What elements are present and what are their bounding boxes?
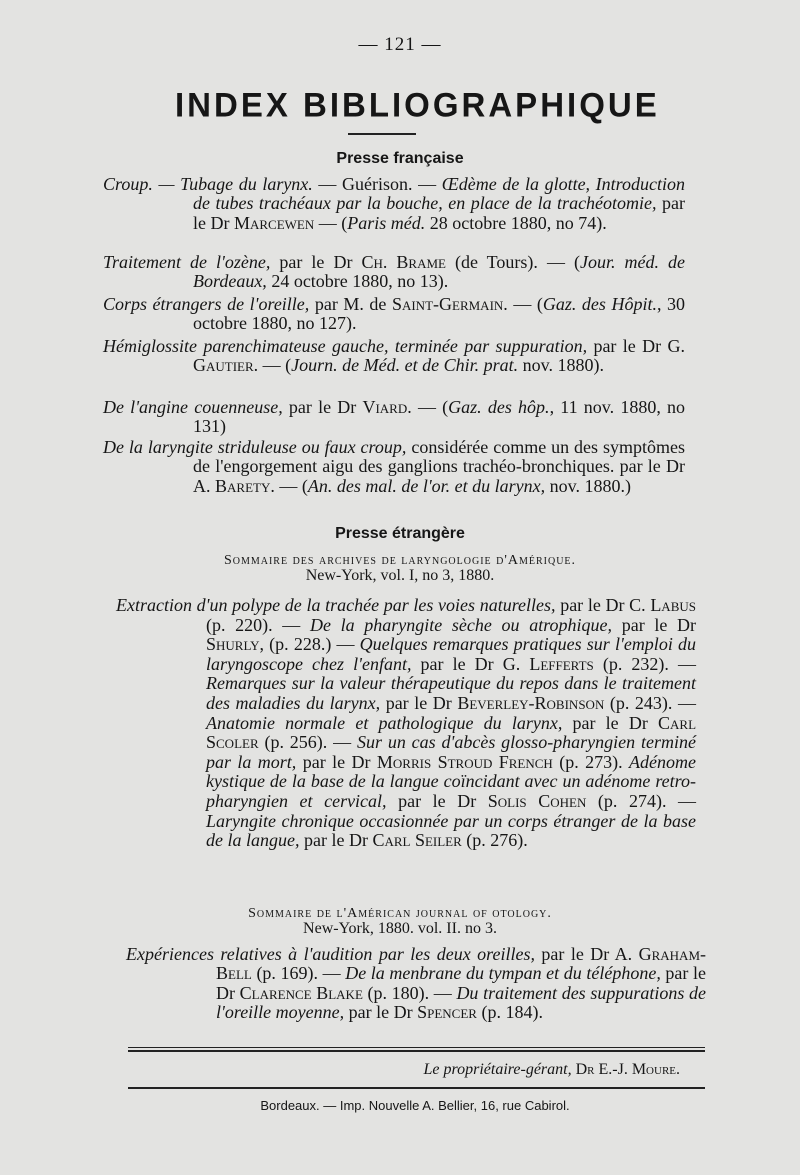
author-name: Viard <box>362 397 408 417</box>
bibliography-entry: De la laryngite striduleuse ou faux croup, considérée comme un des symptômes de l'engorgement aigu des ganglions trachéo-bronchiques. par le Dr A. Barety. — (An. des mal. de l'or. et du larynx, nov. 1880.) <box>103 437 685 496</box>
author-name: Graham-Bell <box>216 944 706 984</box>
journal-subheading: New-York, 1880. vol. II. no 3. <box>303 920 497 937</box>
entry-title: Extraction d'un polype de la trachée par les voies naturelles, <box>116 595 556 615</box>
title-underline <box>348 133 416 135</box>
author-name: Shurly <box>206 634 260 655</box>
page-title: INDEX BIBLIOGRAPHIQUE <box>175 85 660 124</box>
footer-rule <box>128 1087 705 1089</box>
owner-name: Dr E.-J. Moure. <box>571 1061 680 1078</box>
entry-title: Croup. — Tubage du larynx. <box>103 174 313 194</box>
entry-title: Corps étrangers de l'oreille, <box>103 294 310 314</box>
journal-name: Gaz. des hôp. <box>448 397 550 417</box>
author-name: Saint-Germain <box>391 294 504 314</box>
entry-title: De la menbrane du tympan et du téléphone, <box>345 963 661 984</box>
entry-title: De la pharyngite sèche ou atrophique, <box>309 614 613 635</box>
bibliography-entry: De l'angine couenneuse, par le Dr Viard. — (Gaz. des hôp., 11 nov. 1880, no 131) <box>103 397 686 437</box>
author-name: Spencer <box>417 1002 477 1023</box>
footer-double-rule <box>128 1047 705 1052</box>
section-heading-presse-francaise: Presse française <box>336 150 464 167</box>
journal-name: Jour. méd. de Bordeaux, <box>193 252 686 292</box>
author-name: Beverley-Robinson <box>457 692 605 713</box>
entry-title: Expériences relatives à l'audition par les deux oreilles, <box>126 944 535 964</box>
entry-title: Quelques remarques pratiques sur l'emploi du laryngoscope chez l'enfant, <box>206 634 696 674</box>
author-name: Carl Seiler <box>372 830 462 851</box>
author-name: Barety <box>215 475 271 496</box>
journal-heading: Sommaire de l'Américan journal of otology. <box>248 906 552 921</box>
entry-title: Anatomie normale et pathologique du larynx, <box>206 712 563 733</box>
bibliography-entry: Traitement de l'ozène, par le Dr Ch. Brame (de Tours). — (Jour. méd. de Bordeaux, 24 octobre 1880, no 13). <box>103 252 686 292</box>
bibliography-entry: Extraction d'un polype de la trachée par les voies naturelles, par le Dr C. Labus (p. 220). — De la pharyngite sèche ou atrophique, par le Dr Shurly, (p. 228.) — Quelques remarques pratiques sur l'emploi du laryngoscope chez l'enfant, par le Dr G. Lefferts (p. 232). — Remarques sur la valeur thérapeutique du repos dans le traitement des maladies du larynx, par le Dr Beverley-Robinson (p. 243). — Anatomie normale et pathologique du larynx, par le Dr Carl Scoler (p. 256). — Sur un cas d'abcès glosso-pharyngien terminé par la mort, par le Dr Morris Stroud French (p. 273). Adénome kystique de la base de la langue coïncidant avec un adénome retro-pharyngien et cervical, par le Dr Solis Cohen (p. 274). — Laryngite chronique occasionnée par un corps étranger de la base de la langue, par le Dr Carl Seiler (p. 276). <box>116 595 697 851</box>
entry-title: Remarques sur la valeur thérapeutique du repos dans le traitement des maladies du larynx, <box>206 673 696 713</box>
author-name: Solis Cohen <box>487 790 587 811</box>
bibliography-entry: Hémiglossite parenchimateuse gauche, terminée par suppuration, par le Dr G. Gautier. — (Journ. de Méd. et de Chir. prat. nov. 1880). <box>103 336 685 376</box>
author-name: Marcewen <box>233 212 315 233</box>
owner-line <box>423 1061 680 1079</box>
author-name: Gautier <box>193 355 254 376</box>
author-name: Carl Scoler <box>206 712 697 753</box>
entry-title: Laryngite chronique occasionnée par un corps étranger de la base de la langue, <box>206 810 696 851</box>
entry-title: Traitement de l'ozène, <box>103 252 271 272</box>
entry-title: Œdème de la glotte, Introduction de tubes trachéaux par la bouche, en place de la trachéotomie, <box>193 174 685 214</box>
author-name: Lefferts <box>529 653 594 674</box>
journal-name: Journ. de Méd. et de Chir. prat. <box>291 355 519 376</box>
author-name: Ch. Brame <box>361 252 446 272</box>
entry-title: De la laryngite striduleuse ou faux croup, <box>103 437 407 457</box>
journal-name: Paris méd. <box>347 212 426 233</box>
journal-name: Gaz. des Hôpit. <box>542 294 657 314</box>
entry-title: Sur un cas d'abcès glosso-pharyngien terminé par la mort, <box>206 732 696 772</box>
owner-label: Le propriétaire-gérant, <box>423 1061 572 1078</box>
author-name: Labus <box>650 595 696 615</box>
bibliography-entry: Corps étrangers de l'oreille, par M. de Saint-Germain. — (Gaz. des Hôpit., 30 octobre 1880, no 127). <box>103 294 686 334</box>
page-number: — 121 — <box>358 34 442 55</box>
entry-title: De l'angine couenneuse, <box>103 397 283 417</box>
entry-title: Adénome kystique de la base de la langue coïncidant avec un adénome retro-pharyngien et cervical, <box>206 751 696 811</box>
printer-imprint: Bordeaux. — Imp. Nouvelle A. Bellier, 16, rue Cabirol. <box>260 1098 570 1113</box>
journal-subheading: New-York, vol. I, no 3, 1880. <box>305 567 495 584</box>
journal-heading: Sommaire des archives de laryngologie d'Amérique. <box>223 553 577 568</box>
entry-title: Du traitement des suppurations de l'oreille moyenne, <box>216 982 706 1023</box>
bibliography-entry: Expériences relatives à l'audition par les deux oreilles, par le Dr A. Graham-Bell (p. 169). — De la menbrane du tympan et du téléphone, par le Dr Clarence Blake (p. 180). — Du traitement des suppurations de l'oreille moyenne, par le Dr Spencer (p. 184). <box>126 944 706 1023</box>
entry-title: Hémiglossite parenchimateuse gauche, terminée par suppuration, <box>103 336 588 356</box>
author-name: Morris Stroud French <box>376 751 553 772</box>
section-heading-presse-etrangere: Presse étrangère <box>335 525 465 542</box>
journal-name: An. des mal. de l'or. et du larynx, <box>307 475 546 496</box>
author-name: Clarence Blake <box>239 982 363 1003</box>
bibliography-entry: Croup. — Tubage du larynx. — Guérison. — Œdème de la glotte, Introduction de tubes trachéaux par la bouche, en place de la trachéotomie, par le Dr Marcewen — (Paris méd. 28 octobre 1880, no 74). <box>103 174 685 233</box>
